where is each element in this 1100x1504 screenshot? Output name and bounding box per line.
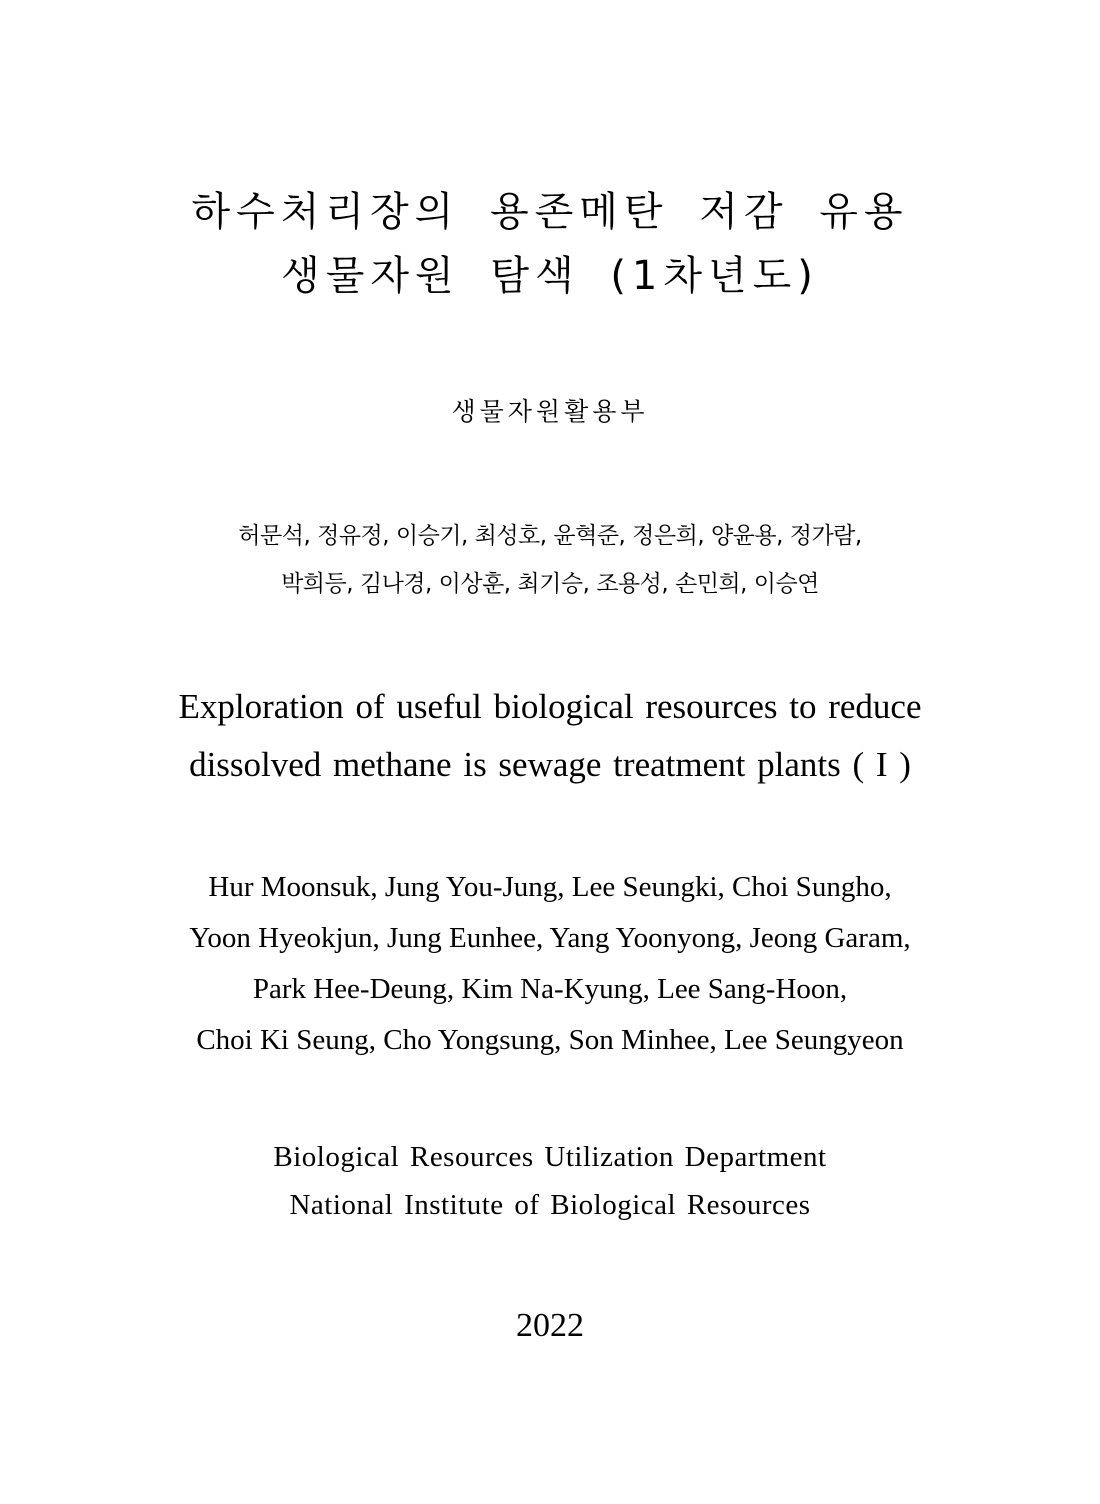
- english-title-line-2: dissolved methane is sewage treatment plants ( I ): [189, 745, 911, 784]
- english-authors-line-2: Yoon Hyeokjun, Jung Eunhee, Yang Yoonyong, Jeong Garam,: [189, 922, 911, 954]
- english-authors-line-4: Choi Ki Seung, Cho Yongsung, Son Minhee, Lee Seungyeon: [196, 1024, 904, 1056]
- publication-year: 2022: [516, 1307, 584, 1344]
- english-authors-line-1: Hur Moonsuk, Jung You-Jung, Lee Seungki, Choi Sungho,: [208, 871, 892, 903]
- english-department-line-2: National Institute of Biological Resources: [289, 1189, 811, 1221]
- english-authors: [0, 862, 1100, 1066]
- korean-authors: [0, 512, 1100, 608]
- korean-authors-line-2: 박희등, 김나경, 이상훈, 최기승, 조용성, 손민희, 이승연: [281, 571, 819, 597]
- english-department: [0, 1133, 1100, 1229]
- korean-title-line-1: 하수처리장의 용존메탄 저감 유용: [191, 189, 909, 235]
- english-authors-line-3: Park Hee-Deung, Kim Na-Kyung, Lee Sang-Hoon,: [252, 973, 848, 1005]
- korean-title-line-2: 생물자원 탐색 (1차년도): [281, 253, 819, 299]
- korean-title: [0, 180, 1100, 308]
- english-title: [0, 678, 1100, 794]
- korean-authors-line-1: 허문석, 정유정, 이승기, 최성호, 윤혁준, 정은희, 양윤용, 정가람,: [238, 523, 862, 549]
- english-title-line-1: Exploration of useful biological resources to reduce: [178, 687, 922, 726]
- korean-department: 생물자원활용부: [451, 397, 649, 426]
- english-department-line-1: Biological Resources Utilization Department: [273, 1141, 827, 1173]
